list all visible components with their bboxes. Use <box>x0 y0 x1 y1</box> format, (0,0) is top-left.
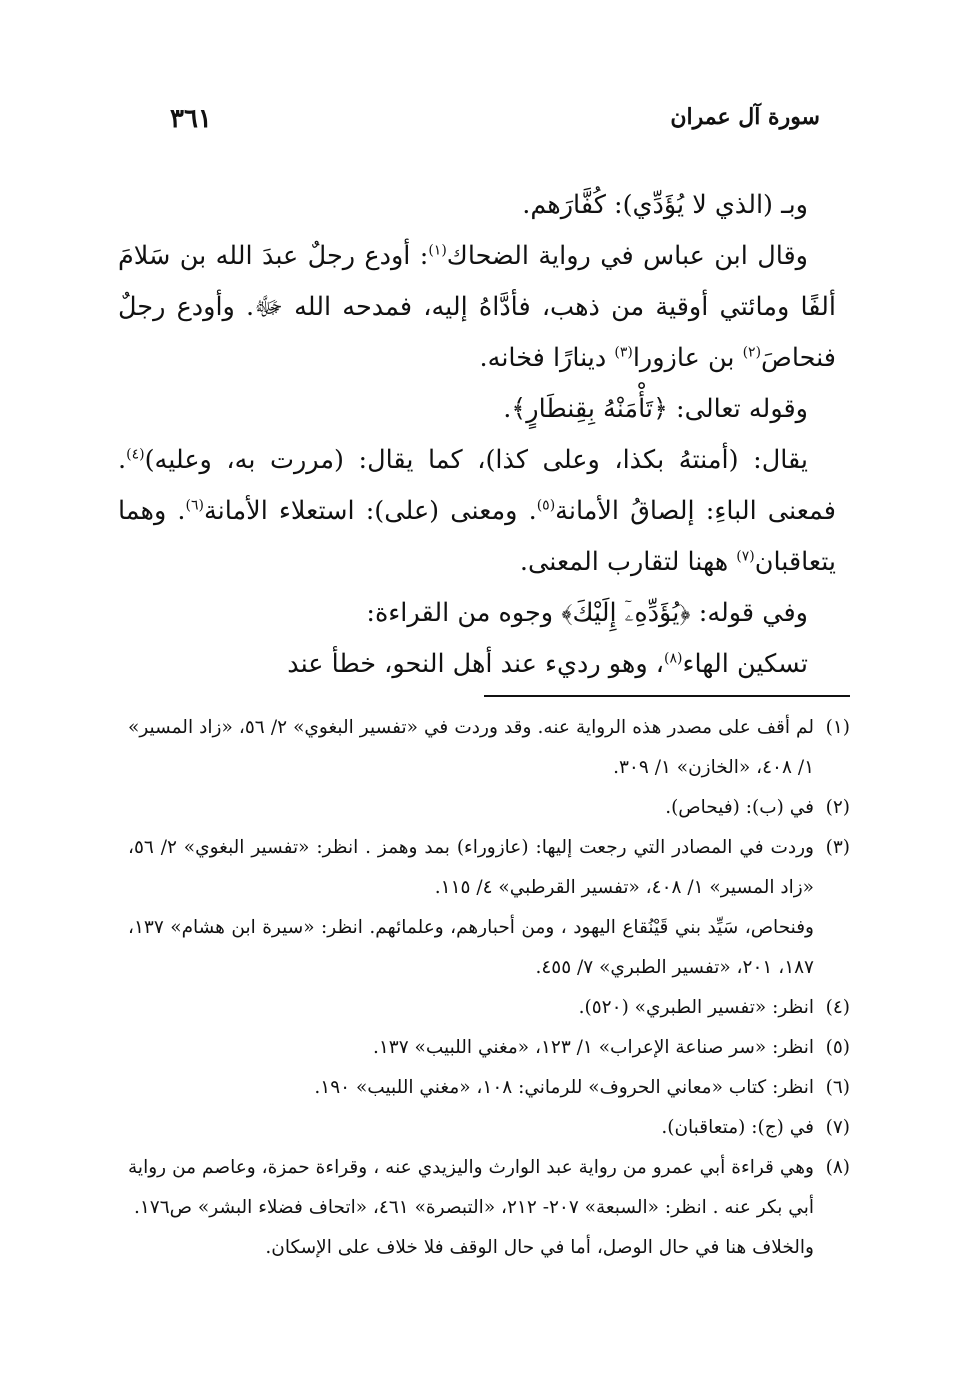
paragraph-2-text-d: دينارًا فخانه. <box>479 343 615 373</box>
footnote-ref-6[interactable]: (٦) <box>185 497 204 514</box>
footnote-7 <box>128 1108 850 1148</box>
footnote-text: وهي قراءة أبي عمرو من رواية عبد الوارث واليزيدي عنه ، وقراءة حمزة، وعاصم من رواية أبي بكر عنه . انظر: «السبعة» ٢٠٧- ٢١٢، «التبصرة» ٤٦١، «اتحاف فضلاء البشر» ص١٧٦. <box>128 1157 814 1218</box>
paragraph-1 <box>118 180 836 231</box>
paragraph-1-text: وبـ (الذي لا يُؤَدِّي): كُفَّارَهم. <box>522 190 808 220</box>
footnote-number: (٨) <box>825 1157 850 1178</box>
footnote-text: انظر: «سر صناعة الإعراب» ١/ ١٢٣، «مغني اللبيب» ١٣٧. <box>372 1037 814 1058</box>
paragraph-3 <box>118 384 836 435</box>
footnote-8 <box>128 1148 850 1228</box>
footnote-number: (٣) <box>825 837 850 858</box>
paragraph-6-text-b: ، وهو رديء عند أهل النحو، خطأ عند <box>287 649 665 679</box>
paragraph-6-text-a: تسكين الهاء <box>682 649 808 679</box>
footnote-text: انظر: «تفسير الطبري» (٥٢٠). <box>578 997 814 1018</box>
main-text <box>118 180 836 690</box>
paragraph-5 <box>118 588 836 639</box>
footnote-2 <box>128 788 850 828</box>
footnote-3-continuation <box>128 908 850 988</box>
footnote-ref-1[interactable]: (١) <box>428 242 447 259</box>
paragraph-4-text-c: . ومعنى (على): استعلاء الأمانة <box>203 496 537 526</box>
footnote-3 <box>128 828 850 908</box>
footnote-text: والخلاف هنا في حال الوصل، أما في حال الوقف فلا خلاف على الإسكان. <box>265 1237 814 1258</box>
footnote-ref-3[interactable]: (٣) <box>614 344 633 361</box>
paragraph-4-text-a: يقال: (أمنتهُ بكذا، وعلى كذا)، كما يقال: (مررت به، وعليه) <box>144 445 808 475</box>
footnote-number: (٢) <box>825 797 850 818</box>
paragraph-4-text-b: . فمعنى الباءِ: إلصاقُ الأمانة <box>118 445 836 526</box>
footnote-ref-8[interactable]: (٨) <box>664 650 683 667</box>
footnote-6 <box>128 1068 850 1108</box>
paragraph-5-text: وفي قوله: ﴿يُؤَدِّهِۦٓ إِلَيْكَ﴾ وجوه من القراءة: <box>366 598 808 628</box>
paragraph-4-text-e: ههنا لتقارب المعنى. <box>519 547 737 577</box>
footnote-number: (٤) <box>825 997 850 1018</box>
paragraph-2-text-c: بن عازورا <box>632 343 743 373</box>
paragraph-4-text-d: . وهما يتعاقبان <box>118 496 836 577</box>
footnote-ref-2[interactable]: (٢) <box>742 344 762 361</box>
footnote-8-continuation <box>128 1228 850 1268</box>
footnote-separator <box>484 695 850 697</box>
footnote-5 <box>128 1028 850 1068</box>
footnote-number: (٦) <box>825 1077 850 1098</box>
footnote-text: في (ج): (متعاقبان). <box>661 1117 814 1138</box>
footnote-number: (٧) <box>825 1117 850 1138</box>
paragraph-6 <box>118 639 836 690</box>
footnote-ref-7[interactable]: (٧) <box>736 548 755 565</box>
footnote-ref-5[interactable]: (٥) <box>536 497 556 514</box>
footnote-text: وردت في المصادر التي رجعت إليها: (عازوراء) بمد وهمز . انظر: «تفسير البغوي» ٢/ ٥٦، «زاد المسير» ١/ ٤٠٨، «تفسير القرطبي» ٤/ ١١٥. <box>128 837 814 898</box>
paragraph-2-text-b: : أودع رجلٌ عبدَ الله بن سَلامَ ألفًا ومائتي أوقية من ذهب، فأدَّاهُ إليه، فمدحه الله ﷻ. وأودع رجلٌ فنحاصَ <box>118 241 836 373</box>
paragraph-2-text-a: وقال ابن عباس في رواية الضحاك <box>446 241 808 271</box>
paragraph-3-text: وقوله تعالى: ﴿تَأْمَنْهُ بِقِنطَارٍ﴾. <box>503 394 808 424</box>
surah-title: سورة آل عمران <box>670 104 820 130</box>
footnote-ref-4[interactable]: (٤) <box>126 446 145 463</box>
page-number: ٣٦١ <box>170 104 212 134</box>
footnote-text: وفنحاص، سَيِّد بني قَيْنُقاع اليهود ، ومن أحبارهم، وعلمائهم. انظر: «سيرة ابن هشام» ١٣٧، ١٨٧، ٢٠١، «تفسير الطبري» ٧/ ٤٥٥. <box>128 917 814 978</box>
footnote-text: في (ب): (فيحاص). <box>665 797 814 818</box>
footnote-text: انظر: كتاب «معاني الحروف» للرماني: ١٠٨، «مغني اللبيب» ١٩٠. <box>314 1077 814 1098</box>
footnotes <box>128 708 850 1268</box>
footnote-number: (١) <box>825 717 850 738</box>
paragraph-2 <box>118 231 836 384</box>
footnote-number: (٥) <box>825 1037 850 1058</box>
page-header <box>170 104 820 144</box>
paragraph-4 <box>118 435 836 588</box>
footnote-4 <box>128 988 850 1028</box>
footnote-1 <box>128 708 850 788</box>
footnote-text: لم أقف على مصدر هذه الرواية عنه. وقد وردت في «تفسير البغوي» ٢/ ٥٦، «زاد المسير» ١/ ٤٠٨، «الخازن» ١/ ٣٠٩. <box>128 717 814 778</box>
